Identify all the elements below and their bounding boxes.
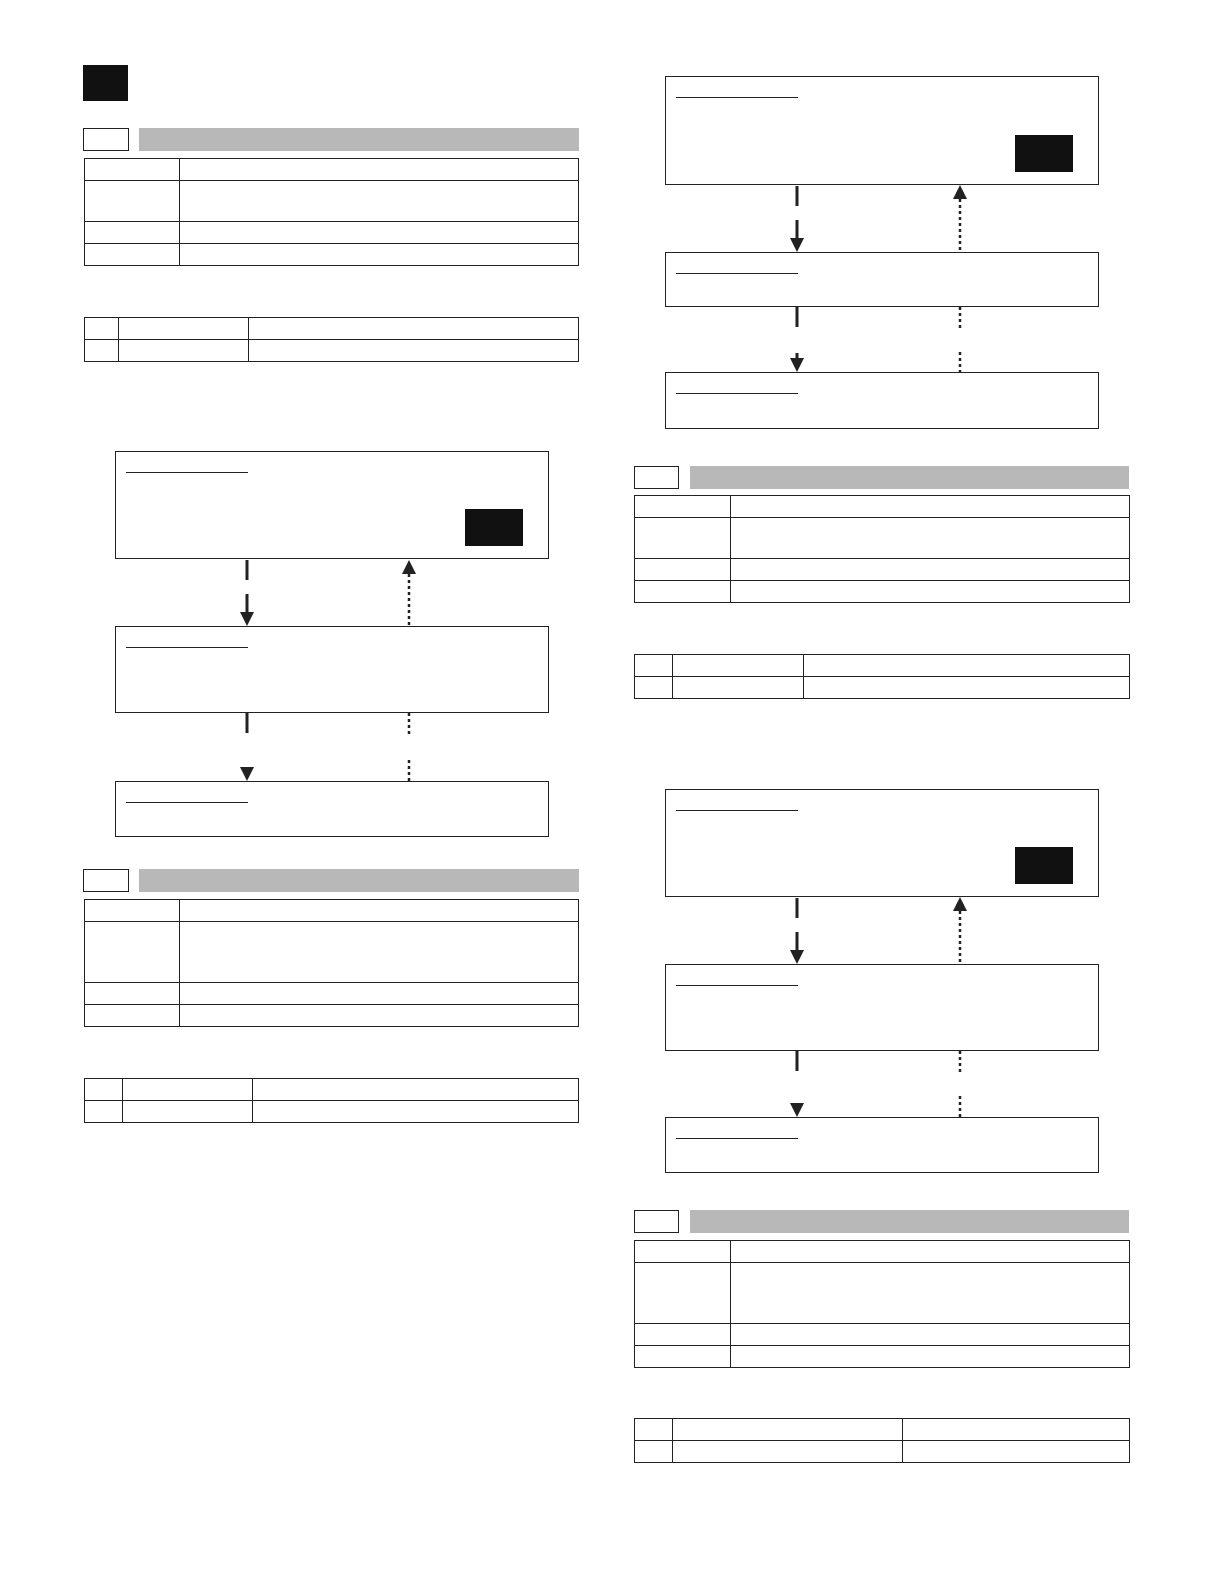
info-label-cell (635, 1324, 731, 1346)
setting-cell (673, 1441, 903, 1463)
setting-cell (635, 1441, 673, 1463)
setting-cell (673, 1419, 903, 1441)
info-label-cell (635, 1346, 731, 1368)
section-title-bar (690, 1210, 1129, 1233)
section-code-box (634, 1210, 679, 1233)
info-value-cell (731, 1241, 1130, 1263)
section-info-table (634, 1240, 1130, 1368)
setting-cell (903, 1419, 1130, 1441)
info-value-cell (731, 1324, 1130, 1346)
info-label-cell (635, 1241, 731, 1263)
setting-cell (903, 1441, 1130, 1463)
info-label-cell (635, 1263, 731, 1324)
setting-table (634, 1418, 1130, 1463)
setting-cell (635, 1419, 673, 1441)
info-value-cell (731, 1263, 1130, 1324)
info-value-cell (731, 1346, 1130, 1368)
